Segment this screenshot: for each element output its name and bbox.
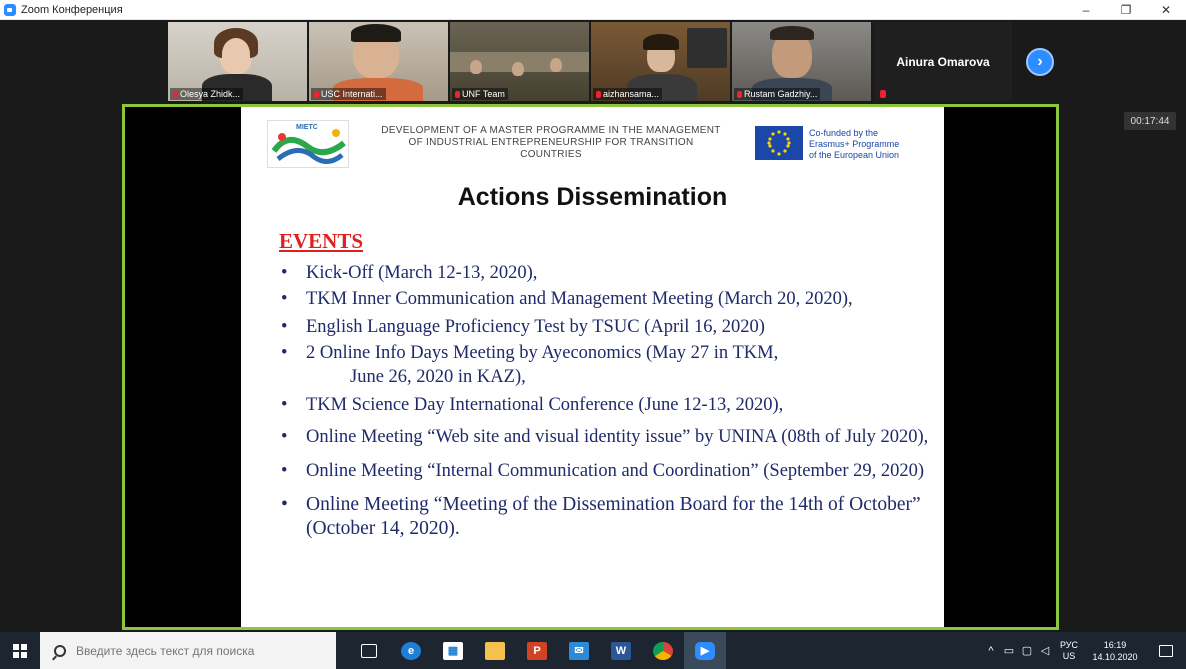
participant-face <box>222 38 250 70</box>
participant-video[interactable] <box>309 22 448 101</box>
list-item: • English Language Proficiency Test by TSUC (April 16, 2020) <box>279 315 929 339</box>
search-icon <box>54 645 66 657</box>
search-input[interactable] <box>76 644 316 658</box>
close-button[interactable]: ✕ <box>1160 3 1172 17</box>
mic-muted-icon <box>455 91 460 98</box>
eu-cofunded-text: Co-funded by the Erasmus+ Programme of the European Union <box>809 128 900 160</box>
store-button[interactable] <box>432 632 474 669</box>
store-icon: ▦ <box>443 642 463 660</box>
participant-hair <box>643 34 679 50</box>
participant-face <box>512 62 524 76</box>
powerpoint-button[interactable] <box>516 632 558 669</box>
file-explorer-icon <box>485 642 505 660</box>
edge-button[interactable] <box>390 632 432 669</box>
list-item: • TKM Science Day International Conference (June 12-13, 2020), <box>279 393 929 417</box>
restore-button[interactable]: ❐ <box>1120 3 1132 17</box>
mic-muted-icon <box>880 90 886 98</box>
presentation-slide <box>241 107 944 627</box>
window-title: Zoom Конференция <box>21 3 123 16</box>
list-item: • Online Meeting “Meeting of the Dissemination Board for the 14th of October” (October 14, 2020). <box>279 493 929 541</box>
network-icon[interactable]: ▭ <box>1003 645 1015 657</box>
minimize-button[interactable]: – <box>1082 3 1090 17</box>
participant-video[interactable] <box>732 22 871 101</box>
events-heading: EVENTS <box>279 229 364 253</box>
participant-hair <box>770 26 814 40</box>
list-item: • TKM Inner Communication and Management Meeting (March 20, 2020), <box>279 287 929 311</box>
notification-icon <box>1159 645 1173 657</box>
active-speaker-tile[interactable] <box>874 22 1012 101</box>
word-button[interactable] <box>600 632 642 669</box>
window-titlebar <box>0 0 1186 20</box>
edge-icon: e <box>401 642 421 660</box>
mail-icon: ✉ <box>569 642 589 660</box>
task-view-button[interactable] <box>348 632 390 669</box>
start-button[interactable] <box>0 632 40 669</box>
clock[interactable]: 16:19 14.10.2020 <box>1092 639 1138 662</box>
participant-name: Olesya Zhidk... <box>170 88 243 100</box>
chrome-button[interactable] <box>642 632 684 669</box>
mail-button[interactable] <box>558 632 600 669</box>
participant-name: Rustam Gadzhiy... <box>734 88 820 100</box>
mic-muted-icon <box>737 91 742 98</box>
participant-video[interactable] <box>450 22 589 101</box>
participant-name: UNF Team <box>452 88 508 100</box>
volume-icon[interactable]: ◁ <box>1040 645 1050 657</box>
mietc-logo <box>267 120 349 168</box>
display-icon[interactable]: ▢ <box>1021 645 1033 657</box>
slide-title: Actions Dissemination <box>457 183 728 211</box>
task-view-icon <box>361 644 377 658</box>
zoom-button[interactable] <box>684 632 726 669</box>
meeting-stage <box>0 20 1186 632</box>
taskbar-apps <box>348 632 726 669</box>
windows-taskbar <box>0 632 1186 669</box>
monitor-background <box>687 28 727 68</box>
participant-hair <box>351 24 401 42</box>
language-indicator[interactable]: РУС US <box>1059 639 1079 661</box>
participant-video[interactable] <box>168 22 307 101</box>
mic-muted-icon <box>173 91 178 98</box>
window-controls <box>1066 0 1186 20</box>
taskbar-search[interactable] <box>40 632 336 669</box>
file-explorer-button[interactable] <box>474 632 516 669</box>
next-page-button[interactable] <box>1026 48 1054 76</box>
list-item: • Online Meeting “Web site and visual identity issue” by UNINA (08th of July 2020), <box>279 425 929 449</box>
chevron-right-icon: › <box>1037 53 1043 70</box>
participant-face <box>550 58 562 72</box>
zoom-icon: ▶ <box>695 642 715 660</box>
participant-strip <box>168 22 871 101</box>
list-item: • Online Meeting “Internal Communication and Coordination” (September 29, 2020) <box>279 459 929 483</box>
events-list <box>279 261 929 541</box>
participant-face <box>470 60 482 74</box>
notification-button[interactable] <box>1146 645 1186 657</box>
participant-name: aizhansama... <box>593 88 662 100</box>
system-tray <box>982 632 1186 669</box>
windows-logo-icon <box>13 644 27 658</box>
project-header: DEVELOPMENT OF A MASTER PROGRAMME IN THE MANAGEMENT OF INDUSTRIAL ENTREPRENEURSHIP FOR TRANSITION COUNTRIES <box>381 125 721 160</box>
eu-flag-icon <box>755 126 803 160</box>
logo-text: MIETC <box>296 124 318 131</box>
recording-timer: 00:17:44 <box>1124 112 1176 130</box>
word-icon: W <box>611 642 631 660</box>
participant-video[interactable] <box>591 22 730 101</box>
powerpoint-icon: P <box>527 642 547 660</box>
list-item: • 2 Online Info Days Meeting by Ayeconomics (May 27 in TKM, June 26, 2020 in KAZ), <box>279 341 929 389</box>
active-speaker-name: Ainura Omarova <box>896 54 990 69</box>
chrome-icon <box>653 642 673 660</box>
chevron-up-icon[interactable]: ^ <box>988 644 994 657</box>
list-item: • Kick-Off (March 12-13, 2020), <box>279 261 929 285</box>
zoom-app-icon <box>4 4 16 16</box>
mic-muted-icon <box>314 91 319 98</box>
participant-name: USC Internati... <box>311 88 386 100</box>
mic-muted-icon <box>596 91 601 98</box>
shared-screen <box>122 104 1059 630</box>
